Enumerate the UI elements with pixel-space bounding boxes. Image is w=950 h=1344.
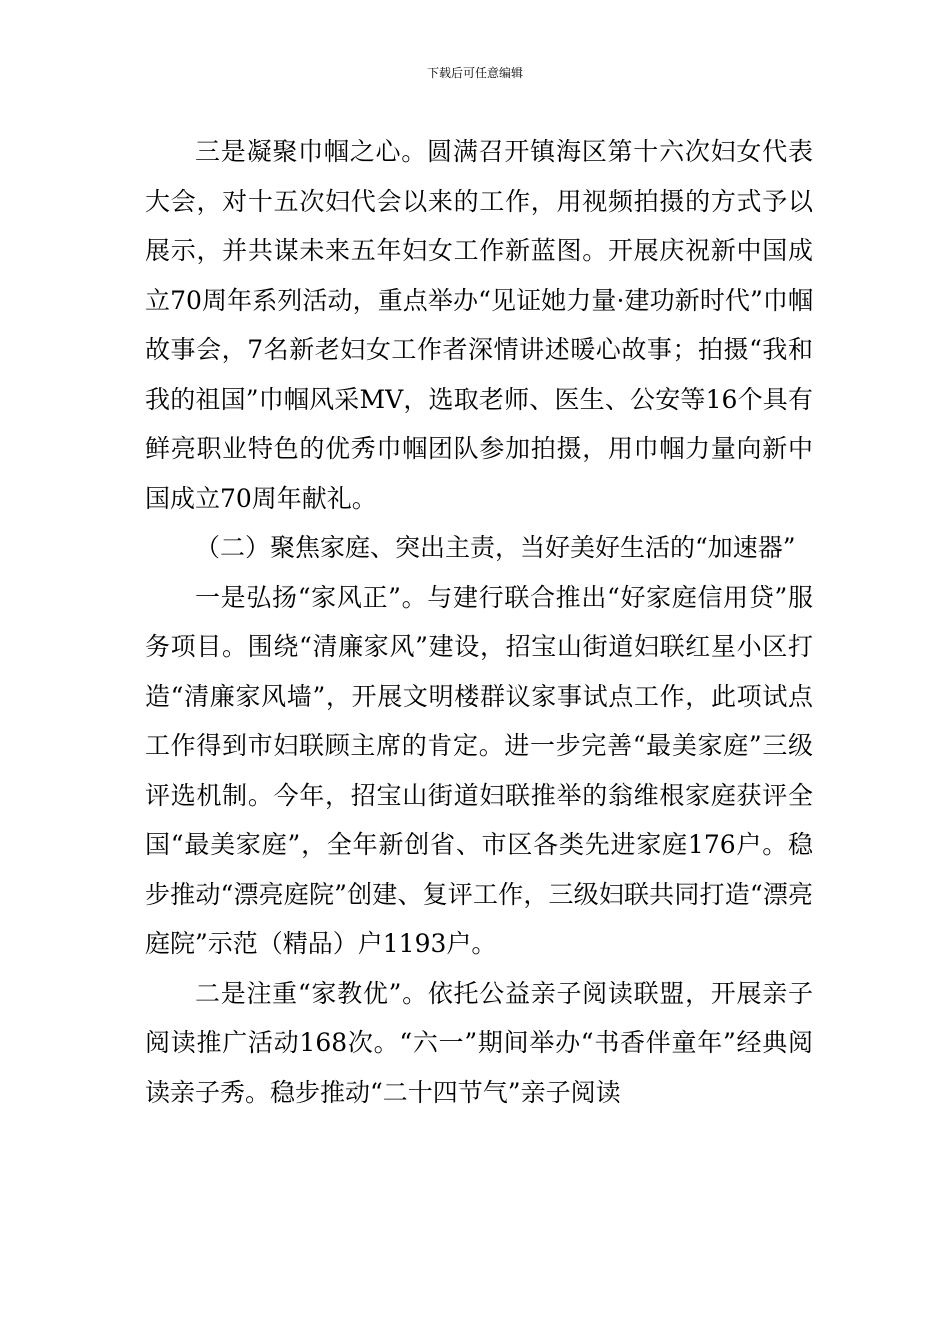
document-body xyxy=(145,127,813,1117)
paragraph-women-cohesion: 三是凝聚巾帼之心。圆满召开镇海区第十六次妇女代表大会，对十五次妇代会以来的工作，用视频拍摄的方式予以展示，并共谋未来五年妇女工作新蓝图。开展庆祝新中国成立70周年系列活动，重点举办“见证她力量·建功新时代”巾帼故事会，7名新老妇女工作者深情讲述暖心故事；拍摄“我和我的祖国”巾帼风采MV，选取老师、医生、公安等16个具有鲜亮职业特色的优秀巾帼团队参加拍摄，用巾帼力量向新中国成立70周年献礼。 xyxy=(145,137,813,513)
page-header-note: 下载后可任意编辑 xyxy=(426,66,523,80)
paragraph-family-tradition: 一是弘扬“家风正”。与建行联合推出“好家庭信用贷”服务项目。围绕“清廉家风”建设，招宝山街道妇联红星小区打造“清廉家风墙”，开展文明楼群议家事试点工作，此项试点工作得到市妇联顾主席的肯定。进一步完善“最美家庭”三级评选机制。今年，招宝山街道妇联推举的翁维根家庭获评全国“最美家庭”，全年新创省、市区各类先进家庭176户。稳步推动“漂亮庭院”创建、复评工作，三级妇联共同打造“漂亮庭院”示范（精品）户1193户。 xyxy=(145,582,813,958)
section-heading-family: （二）聚焦家庭、突出主责，当好美好生活的“加速器” xyxy=(195,533,796,562)
paragraph-family-education: 二是注重“家教优”。依托公益亲子阅读联盟，开展亲子阅读推广活动168次。“六一”期间举办“书香伴童年”经典阅读亲子秀。稳步推动“二十四节气”亲子阅读 xyxy=(145,978,813,1107)
